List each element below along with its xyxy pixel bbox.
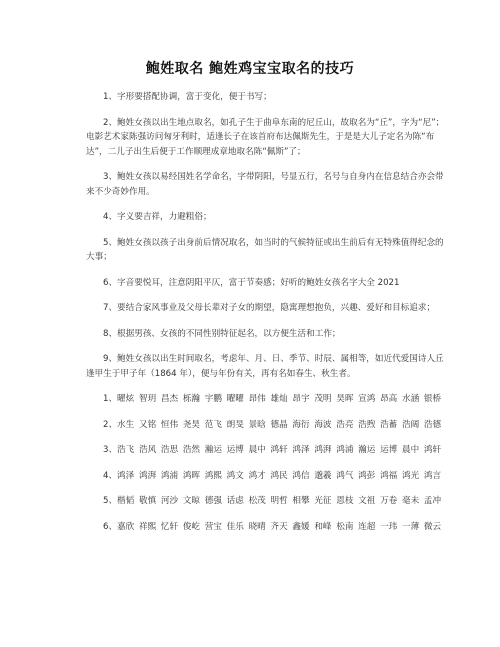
paragraph-2: 2、鲍姓女孩以出生地点取名，如孔子生于曲阜东南的尼丘山，故取名为“丘”，字为“尼”；电影艺术家陈强访问匈牙利时，适逢长子在该首府布达佩斯先生，于是是大儿子定名为陈“布达”，二儿子出生后便于工作顺理成章地取名陈“佩斯”了；	[86, 117, 445, 157]
name-list-6: 6、嘉欣 祥熙 忆轩 俊屹 营宝 佳乐 晓晴 齐天 鑫媛 和峰 松南 连超 一玮 一薄 微云	[103, 521, 442, 532]
document-title: 鲍姓取名 鲍姓鸡宝宝取名的技巧	[145, 61, 355, 77]
paragraph-5: 5、鲍姓女孩以孩子出身前后情况取名，如当时的气候特征或出生前后有无特殊值得纪念的大事；	[86, 237, 444, 262]
paragraph-3: 3、鲍姓女孩以易经国姓名学命名，字带阴阳，号显五行，名号与自身内在信息结合亦会带来不少奇妙作用。	[86, 172, 444, 197]
name-list-5: 5、楷韬 敬慎 河沙 文晾 德强 话虑 松茂 明哲 相攀 光征 恩枝 文祖 万卷 毫未 孟冲	[103, 496, 442, 506]
paragraph-1: 1、字形要搭配协调，富于变化，便于书写；	[103, 92, 272, 102]
name-list-3: 3、浩飞 浩风 浩思 浩然 瀚运 运博 晨中 鸿轩 鸿泽 鸿湃 鸿浦 瀚运 运博 晨中 鸿轩	[103, 445, 442, 455]
name-list-2: 2、水生 又铭 恒伟 尧昊 范飞 朗旻 景晗 德晶 海衍 海波 浩亮 浩煦 浩蓄 浩阔 浩德	[103, 419, 442, 430]
paragraph-4: 4、字义要吉祥，力避粗俗；	[103, 212, 212, 222]
paragraph-8: 8、根据男孩、女孩的不同性别特征起名，以方便生活和工作；	[103, 328, 341, 339]
paragraph-6: 6、字音要悦耳，注意阴阳平仄，富于节奏感；好听的鲍姓女孩名字大全 2021	[103, 277, 400, 288]
paragraph-9: 9、鲍姓女孩以出生时间取名，考虑年、月、日、季节、时辰、属相等，如近代爱国诗人丘逢甲生于甲子年（1864 年），便与年份有关，再有名如春生、秋生者。	[86, 354, 444, 379]
name-list-4: 4、鸿泽 鸿湃 鸿浦 鸿晖 鸿熙 鸿文 鸿才 鸿民 鸿信 邈羲 鸿气 鸿彭 鸿福 鸿光 鸿言	[103, 470, 442, 481]
paragraph-7: 7、要结合家风事业及父母长辈对子女的期望，隐寓理想抱负，兴趣、爱好和目标追求；	[103, 303, 436, 313]
name-list-1: 1、曜炫 智玥 昌杰 栎瀚 宇鹏 曜曜 昂伟 雄灿 昂宇 茂明 昊晖 宣鸿 昂高 水涵 银桥	[103, 394, 442, 404]
